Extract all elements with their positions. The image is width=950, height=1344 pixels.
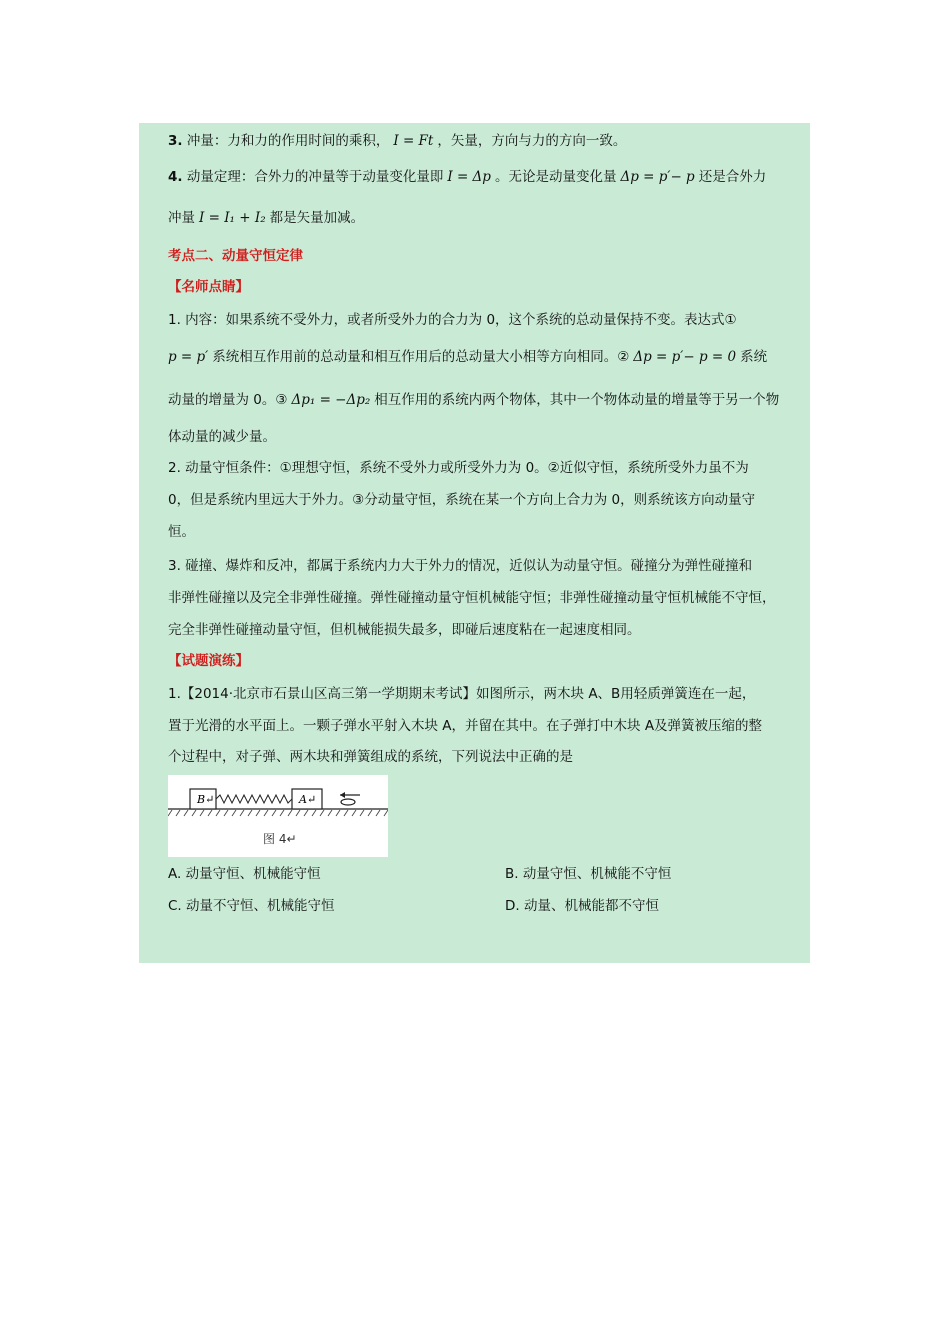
arrow-head-icon <box>340 792 345 798</box>
bullet <box>341 799 355 805</box>
momentum-theorem: 4. 动量定理：合外力的冲量等于动量变化量即 I = Δp 。无论是动量变化量 Δp = p′− p 还是合外力 <box>168 169 767 185</box>
impulse-definition: 3. 冲量：力和力的作用时间的乘积， I = Ft ，矢量，方向与力的方向一致。 <box>168 133 627 149</box>
section-title: 考点二、动量守恒定律 <box>168 248 303 264</box>
conservation-conditions-line2: 0，但是系统内里远大于外力。③分动量守恒，系统在某一个方向上合力为 0，则系统该方向动量守 <box>168 492 756 508</box>
figure-caption: 图 4↵ <box>263 832 297 846</box>
conservation-content-line4: 体动量的减少量。 <box>168 429 276 445</box>
figure-spring-blocks <box>168 775 388 857</box>
practice-title: 【试题演练】 <box>168 653 249 669</box>
collision-line3: 完全非弹性碰撞动量守恒，但机械能损失最多，即碰后速度粘在一起速度相同。 <box>168 622 641 638</box>
momentum-theorem-cont: 冲量 I = I₁ + I₂ 都是矢量加减。 <box>168 210 365 226</box>
collision-line1: 3. 碰撞、爆炸和反冲，都属于系统内力大于外力的情况，近似认为动量守恒。碰撞分为弹性碰撞和 <box>168 558 753 574</box>
conservation-content-line2: p = p′ 系统相互作用前的总动量和相互作用后的总动量大小相等方向相同。② Δp = p′− p = 0 系统 <box>168 349 768 365</box>
conservation-content-line1: 1. 内容：如果系统不受外力，或者所受外力的合力为 0，这个系统的总动量保持不变。表达式① <box>168 312 737 328</box>
block-a-label: A↵ <box>299 793 317 806</box>
block-b-label: B↵ <box>197 793 215 806</box>
teacher-notes-title: 【名师点睛】 <box>168 279 249 295</box>
option-c[interactable]: C. 动量不守恒、机械能守恒 <box>168 898 335 914</box>
conservation-conditions-line1: 2. 动量守恒条件：①理想守恒，系统不受外力或所受外力为 0。②近似守恒，系统所受外力虽不为 <box>168 460 749 476</box>
spring-diagram <box>168 775 388 857</box>
collision-line2: 非弹性碰撞以及完全非弹性碰撞。弹性碰撞动量守恒机械能守恒；非弹性碰撞动量守恒机械能不守恒， <box>168 590 776 606</box>
question-line2: 置于光滑的水平面上。一颗子弹水平射入木块 A，并留在其中。在子弹打中木块 A及弹簧被压缩的整 <box>168 718 763 734</box>
spring <box>216 795 292 803</box>
conservation-conditions-line3: 恒。 <box>168 524 195 540</box>
option-d[interactable]: D. 动量、机械能都不守恒 <box>505 898 659 914</box>
conservation-content-line3: 动量的增量为 0。③ Δp₁ = −Δp₂ 相互作用的系统内两个物体，其中一个物体动量的增量等于另一个物 <box>168 392 780 408</box>
question-line3: 个过程中，对子弹、两木块和弹簧组成的系统，下列说法中正确的是 <box>168 749 573 765</box>
question-line1: 1.【2014·北京市石景山区高三第一学期期末考试】如图所示，两木块 A、B用轻质弹簧连在一起， <box>168 686 756 702</box>
option-a[interactable]: A. 动量守恒、机械能守恒 <box>168 866 321 882</box>
option-b[interactable]: B. 动量守恒、机械能不守恒 <box>505 866 672 882</box>
